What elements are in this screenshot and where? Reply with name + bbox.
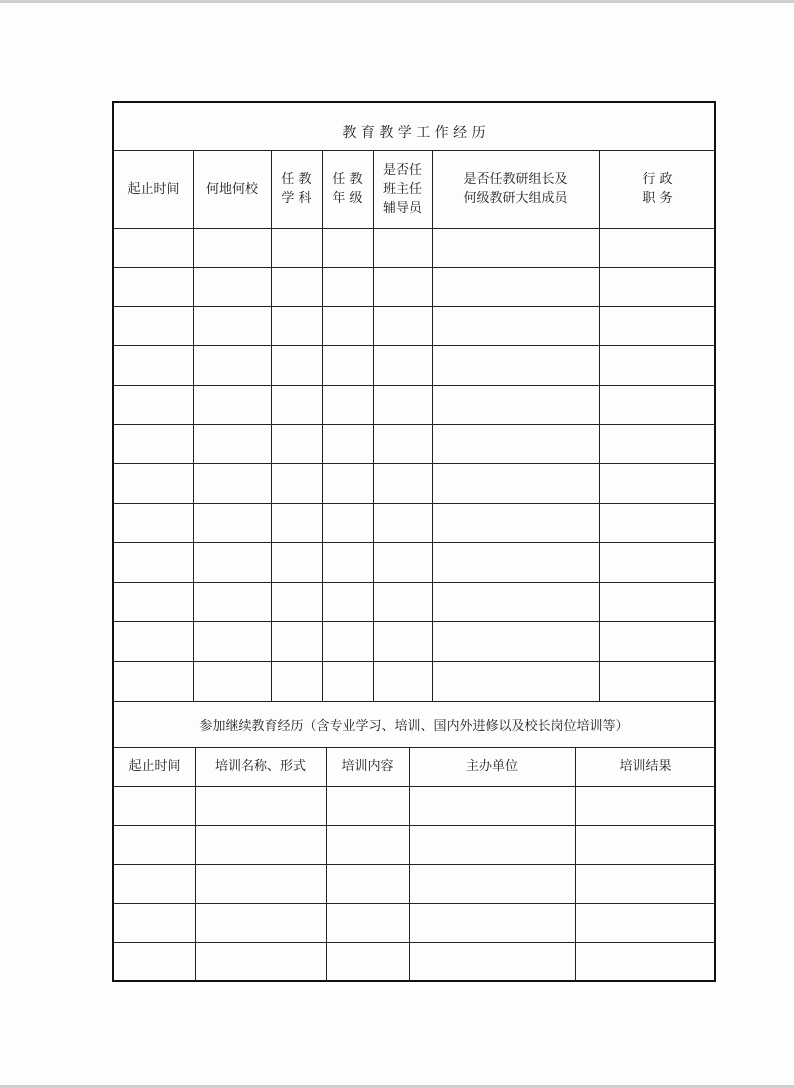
table2-header-result: 培训结果 <box>619 759 672 774</box>
table1-row-line <box>114 267 714 268</box>
table1-row-line <box>114 424 714 425</box>
table1-col-divider <box>373 150 374 701</box>
table1-row-line <box>114 621 714 622</box>
table1-row-line <box>114 463 714 464</box>
table2-header-content: 培训内容 <box>341 759 394 774</box>
table2-row-line <box>114 864 714 865</box>
table1-header-head-teacher: 是否任 班主任 辅导员 <box>382 162 422 216</box>
table2-row-line <box>114 942 714 943</box>
table1-row-line <box>114 582 714 583</box>
table1-row-line <box>114 503 714 504</box>
scan-edge <box>0 0 794 3</box>
table2-header-bottom <box>114 786 714 787</box>
table1-bottom-line <box>114 701 714 702</box>
table1-row-line <box>114 385 714 386</box>
table1-header-research-group: 是否任教研组长及 何级教研大组成员 <box>463 172 568 206</box>
table1-header-admin-post: 行 政 职 务 <box>642 172 673 206</box>
table1-col-divider <box>271 150 272 701</box>
table1-row-line <box>114 306 714 307</box>
table2-header-organizer: 主办单位 <box>465 759 518 774</box>
table2-header-training-name: 培训名称、形式 <box>214 759 306 774</box>
table1-header-grade: 任 教 年 级 <box>332 172 363 206</box>
table1-row-line <box>114 661 714 662</box>
table1-col-divider <box>322 150 323 701</box>
table2-row-line <box>114 903 714 904</box>
table1-header-period: 起止时间 <box>127 181 180 197</box>
table1-header-school: 何地何校 <box>205 181 258 197</box>
table1-col-divider <box>432 150 433 701</box>
table1-header-bottom <box>114 228 714 229</box>
table2-header-period: 起止时间 <box>128 759 181 774</box>
table2-row-line <box>114 825 714 826</box>
teaching-experience-form <box>112 101 716 982</box>
table1-col-divider <box>193 150 194 701</box>
table1-row-line <box>114 542 714 543</box>
section1-title: 教 育 教 学 工 作 经 历 <box>342 125 486 141</box>
section2-title: 参加继续教育经历（含专业学习、培训、国内外进修以及校长岗位培训等） <box>199 719 629 734</box>
table1-row-line <box>114 345 714 346</box>
table1-header-subject: 任 教 学 科 <box>281 172 312 206</box>
table1-col-divider <box>599 150 600 701</box>
